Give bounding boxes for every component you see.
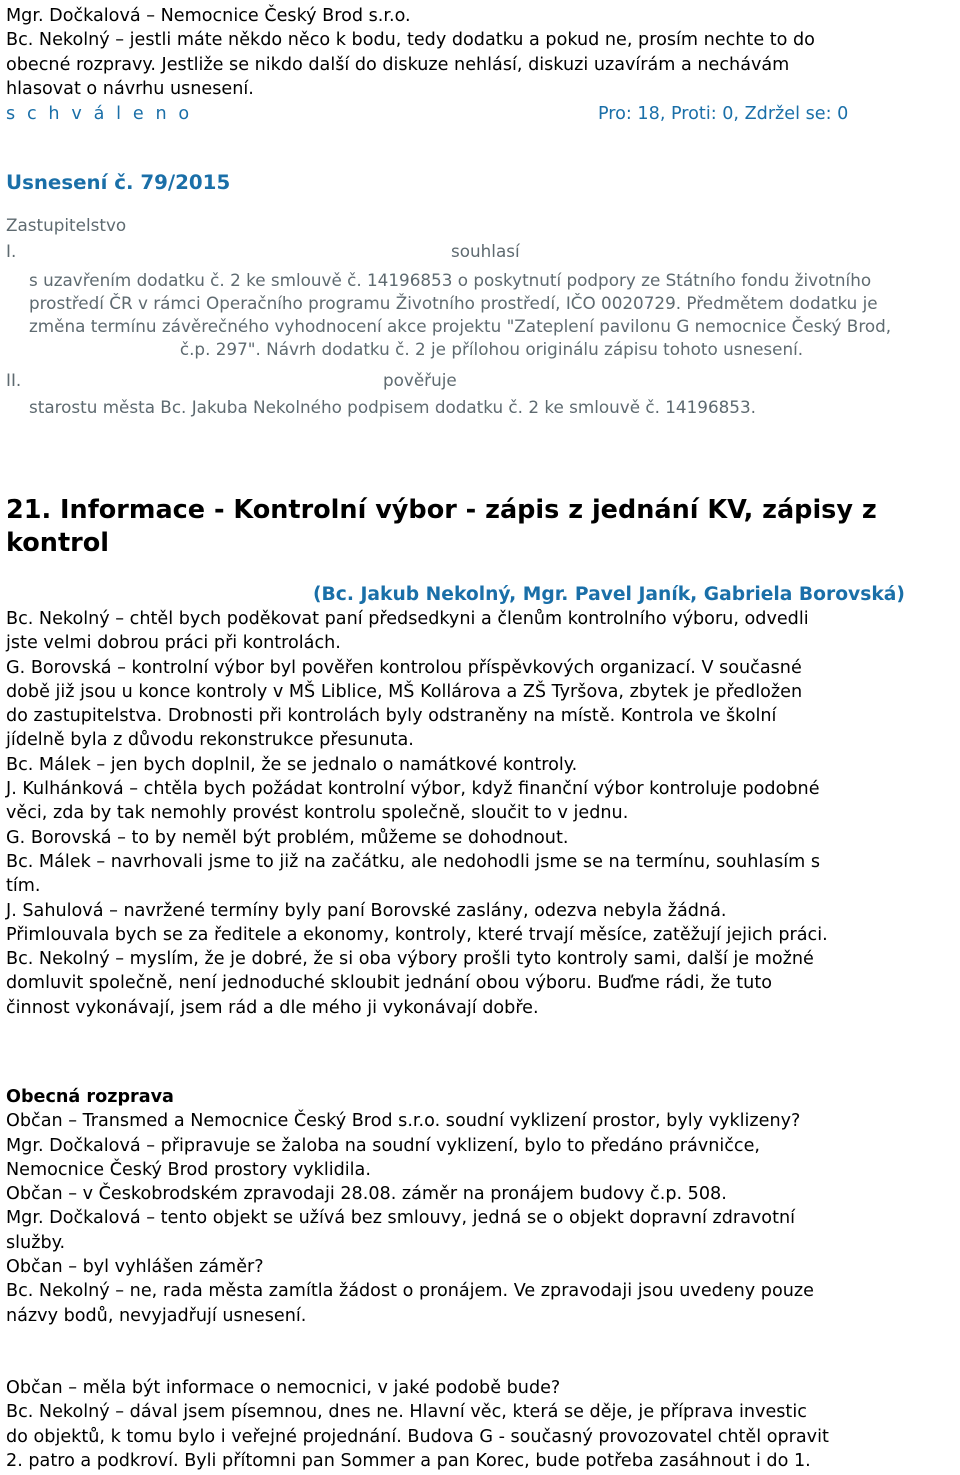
resolution-item-1-header — [6, 240, 954, 263]
resolution-item-2-text — [29, 396, 954, 419]
discussion-line: tím. — [6, 876, 41, 897]
heading-line: 21. Informace - Kontrolní výbor - zápis z jednání KV, zápisy z — [6, 495, 877, 525]
debate-line: služby. — [6, 1232, 66, 1253]
discussion-line: domluvit společně, není jednoduché skloubit jednání obou výboru. Buďme rádi, že tuto — [6, 973, 772, 994]
debate-line: Mgr. Dočkalová – tento objekt se užívá bez smlouvy, jedná se o objekt dopravní zdravotní — [6, 1208, 796, 1229]
debate-block-2 — [6, 1376, 954, 1473]
debate-line: Občan – měla být informace o nemocnici, v jaké podobě bude? — [6, 1378, 561, 1398]
item-text-line: prostředí ČR v rámci Operačního programu Životního prostředí, IČO 0020729. Předmětem dodatku je — [29, 293, 878, 313]
item-text-line: starostu města Bc. Jakuba Nekolného podpisem dodatku č. 2 ke smlouvě č. 14196853. — [29, 397, 756, 417]
debate-line: Občan – byl vyhlášen záměr? — [6, 1257, 264, 1278]
debate-line: Nemocnice Český Brod prostory vyklidila. — [6, 1159, 371, 1180]
item-text-line: č.p. 297". Návrh dodatku č. 2 je přílohou originálu zápisu tohoto usnesení. — [179, 339, 804, 359]
discussion-line: J. Sahulová – navržené termíny byly paní Borovské zaslány, odezva nebyla žádná. — [6, 900, 727, 921]
approval-status: s c h v á l e n o — [6, 104, 193, 124]
intro-line: obecné rozpravy. Jestliže se nikdo další do diskuze nehlásí, diskuzi uzavírám a nechávám — [6, 54, 790, 75]
vote-result: Pro: 18, Proti: 0, Zdržel se: 0 — [598, 104, 849, 124]
resolution-body-label: Zastupitelstvo — [6, 215, 127, 235]
item-text-line: s uzavřením dodatku č. 2 ke smlouvě č. 14196853 o poskytnutí podpory ze Státního fondu životního — [29, 270, 872, 290]
debate-line: do objektů, k tomu bylo i veřejné projednání. Budova G - současný provozovatel chtěl opravit — [6, 1426, 829, 1447]
item-text-line: změna termínu závěrečného vyhodnocení akce projektu "Zateplení pavilonu G nemocnice Český Brod, — [29, 316, 892, 336]
debate-line: Bc. Nekolný – dával jsem písemnou, dnes ne. Hlavní věc, která se děje, je příprava investic — [6, 1402, 807, 1423]
intro-line: Mgr. Dočkalová – Nemocnice Český Brod s.r.o. — [6, 6, 411, 26]
item-verb: souhlasí — [451, 241, 520, 261]
discussion-line: do zastupitelstva. Drobnosti při kontrolách byly odstraněny na místě. Kontrola ve školní — [6, 706, 777, 727]
debate-line: Bc. Nekolný – ne, rada města zamítla žádost o pronájem. Ve zpravodaji jsou uvedeny pouze — [6, 1281, 814, 1302]
intro-line: Bc. Nekolný – jestli máte někdo něco k bodu, tedy dodatku a pokud ne, prosím nechte to do — [6, 30, 815, 51]
discussion-line: Přimlouvala bych se za ředitele a ekonomy, kontroly, které trvají měsíce, zatěžují jejich práci. — [6, 924, 828, 945]
heading-line: kontrol — [6, 528, 109, 558]
debate-line: Občan – Transmed a Nemocnice Český Brod s.r.o. soudní vyklizení prostor, byly vyklizeny? — [6, 1111, 801, 1132]
general-debate-heading: Obecná rozprava — [6, 1087, 174, 1107]
discussion-line: době již jsou u konce kontroly v MŠ Liblice, MŠ Kollárova a ZŠ Tyršova, zbytek je předložen — [6, 681, 803, 702]
debate-line: Občan – v Českobrodském zpravodaji 28.08. záměr na pronájem budovy č.p. 508. — [6, 1184, 727, 1205]
resolution-item-2-header — [6, 369, 954, 392]
debate-line: 2. patro a podkroví. Byli přítomni pan Sommer a pan Korec, bude potřeba zasáhnout i do 1. — [6, 1450, 811, 1471]
debate-line: názvy bodů, nevyjadřují usnesení. — [6, 1305, 307, 1326]
item-number: I. — [6, 241, 17, 261]
discussion-line: Bc. Nekolný – myslím, že je dobré, že si oba výbory prošli tyto kontroly sami, další je možné — [6, 949, 814, 970]
discussion-line: J. Kulhánková – chtěla bych požádat kontrolní výbor, když finanční výbor kontroluje podobné — [6, 779, 820, 800]
presenters: (Bc. Jakub Nekolný, Mgr. Pavel Janík, Gabriela Borovská) — [313, 584, 905, 605]
item-number: II. — [6, 370, 22, 390]
intro-line: hlasovat o návrhu usnesení. — [6, 78, 254, 99]
section-21-heading — [6, 494, 954, 560]
discussion-line: Bc. Málek – jen bych doplnil, že se jednalo o namátkové kontroly. — [6, 754, 578, 775]
debate-line: Mgr. Dočkalová – připravuje se žaloba na soudní vyklizení, bylo to předáno právničce, — [6, 1135, 761, 1156]
debate-block-1 — [6, 1109, 954, 1328]
discussion-line: G. Borovská – to by neměl být problém, můžeme se dohodnout. — [6, 827, 569, 848]
discussion-line: činnost vykonávají, jsem rád a dle mého ji vykonávají dobře. — [6, 997, 539, 1018]
general-debate-section — [6, 1085, 954, 1328]
discussion-line: G. Borovská – kontrolní výbor byl pověřen kontrolou příspěvkových organizací. V současné — [6, 657, 802, 678]
discussion-line: Bc. Málek – navrhovali jsme to již na začátku, ale nedohodli jsme se na termínu, souhlasím s — [6, 851, 821, 872]
discussion-line: jste velmi dobrou práci při kontrolách. — [6, 633, 341, 654]
resolution-title: Usnesení č. 79/2015 — [6, 171, 231, 194]
discussion-line: Bc. Nekolný – chtěl bych poděkovat paní předsedkyni a členům kontrolního výboru, odvedli — [6, 609, 809, 629]
item-verb: pověřuje — [383, 370, 457, 390]
section-21-discussion — [6, 607, 954, 1020]
resolution-item-1-text — [29, 269, 954, 361]
discussion-line: jídelně byla z důvodu rekonstrukce přesunuta. — [6, 730, 414, 751]
intro-paragraph — [6, 4, 954, 101]
discussion-line: věci, zda by tak nemohly provést kontrolu společně, sloučit to v jednu. — [6, 803, 629, 824]
